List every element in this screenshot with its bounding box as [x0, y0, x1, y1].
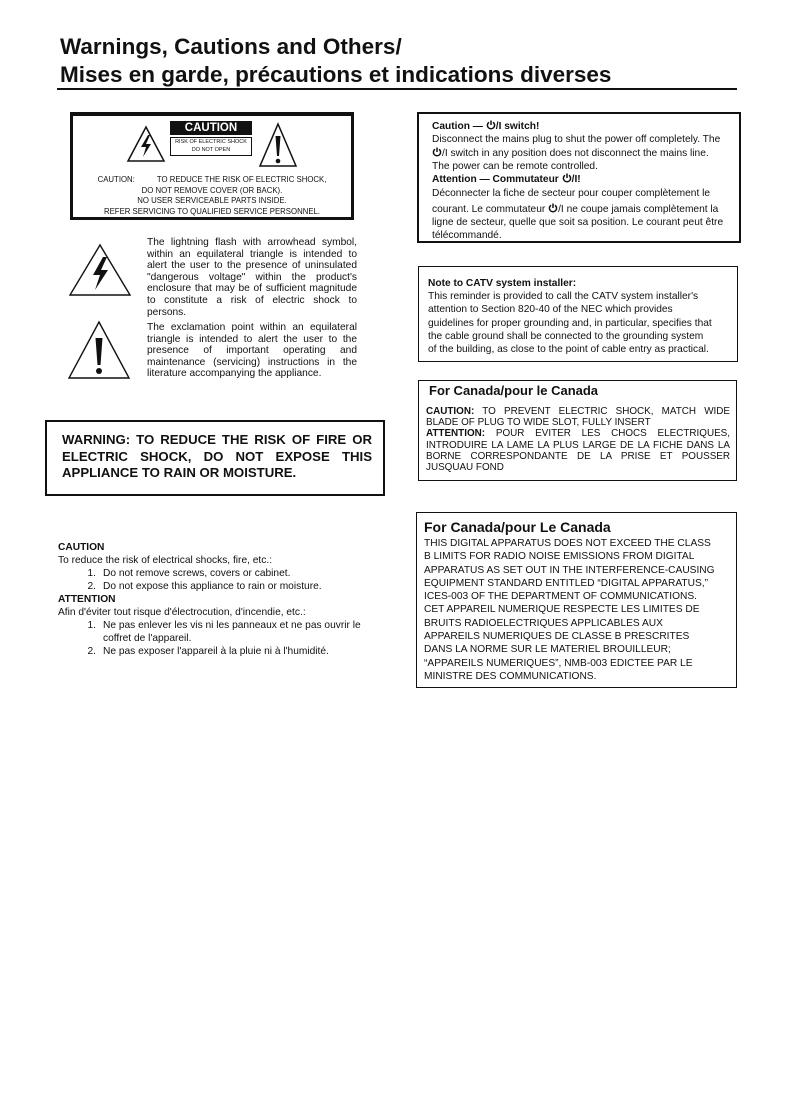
catv-line: attention to Section 820-40 of the NEC which provides — [428, 304, 673, 316]
canada-digital-line: BRUITS RADIOELECTRIQUES APPLICABLES AUX — [424, 617, 663, 629]
canada-digital-box — [416, 512, 737, 688]
canada-plug-heading: For Canada/pour le Canada — [429, 383, 599, 398]
power-standby-icon — [432, 147, 442, 157]
caution-attention-section — [58, 541, 380, 658]
canada-plug-caution-label: CAUTION: — [426, 406, 475, 417]
lightning-triangle-icon — [68, 243, 132, 297]
list-item — [58, 645, 380, 658]
power-standby-icon — [486, 120, 496, 130]
list-number: 2. — [87, 646, 96, 657]
page-title — [60, 33, 611, 89]
canada-digital-heading: For Canada/pour Le Canada — [424, 519, 611, 535]
exclamation-warning-icon — [258, 122, 298, 168]
exclamation-triangle-icon — [67, 320, 131, 380]
canada-digital-line: THIS DIGITAL APPARATUS DOES NOT EXCEED THE CLASS — [424, 538, 711, 549]
switch-attention-heading-pre: Attention — Commutateur — [432, 174, 562, 186]
list-item — [58, 580, 380, 593]
canada-digital-text — [424, 537, 734, 683]
switch-caution-text3: The power can be remote controlled. — [432, 160, 598, 172]
attention-heading: ATTENTION — [58, 594, 116, 605]
canada-plug-attention-label: ATTENTION: — [426, 428, 486, 440]
list-text: Ne pas enlever les vis ni les panneaux et ne pas ouvrir le coffret de l'appareil. — [103, 620, 361, 644]
caution-label-line3: NO USER SERVICEABLE PARTS INSIDE. — [137, 196, 287, 205]
caution-items — [58, 567, 380, 593]
canada-digital-line: “APPAREILS NUMERIQUES”, NMB-003 EDICTEE PAR LE — [424, 657, 693, 669]
lightning-warning-icon — [126, 125, 166, 163]
canada-plug-attention-text: POUR EVITER LES CHOCS ELECTRIQUES, INTRODUIRE LA LAME LA PLUS LARGE DE LA FICHE DANS LA BORNE CORRESPONDANTE DE LA PRISE ET POUSSER JUSQUAU FOND — [426, 428, 730, 474]
switch-caution-text2: /I switch in any position does not disconnect the mains line. — [442, 147, 709, 159]
caution-label-line4: REFER SERVICING TO QUALIFIED SERVICE PERSONNEL. — [103, 206, 321, 216]
switch-caution-text2-row — [432, 147, 728, 160]
caution-label-prefix: CAUTION: — [97, 175, 135, 184]
caution-intro: To reduce the risk of electrical shocks, fire, etc.: — [58, 555, 273, 566]
catv-line: guidelines for proper grounding and, in particular, specifies that — [428, 317, 712, 329]
switch-attention-heading — [432, 173, 728, 186]
catv-line: of the building, as close to the point of cable entry as practical. — [428, 344, 709, 356]
caution-label-risk-line2: DO NOT OPEN — [191, 147, 231, 153]
lightning-symbol-description: The lightning flash with arrowhead symbol, within an equilateral triangle is intended to alert the user to the presence of uninsulated "dangerous voltage" within the product's enclosure that may be of sufficient magnitude to constitute a risk of electric shock to persons. — [147, 237, 357, 318]
switch-attention-text2-pre: courant. Le commutateur — [432, 203, 549, 215]
attention-items — [58, 619, 380, 658]
title-divider — [57, 88, 737, 90]
switch-caution-heading-post: /I switch! — [495, 121, 540, 132]
list-text: Do not remove screws, covers or cabinet. — [103, 568, 291, 579]
caution-label-risk-line1: RISK OF ELECTRIC SHOCK — [175, 139, 247, 145]
caution-heading: CAUTION — [58, 542, 105, 553]
page-title-line2: Mises en garde, précautions et indications diverses — [60, 62, 612, 87]
catv-note-box — [418, 266, 738, 362]
canada-digital-line: DANS LA NORME SUR LE MATERIEL BROUILLEUR; — [424, 644, 671, 656]
list-item — [58, 619, 380, 645]
caution-label-top — [73, 116, 351, 174]
list-number: 2. — [87, 581, 96, 592]
switch-caution-heading-pre: Caution — — [432, 121, 486, 132]
page-title-line1: Warnings, Cautions and Others/ — [60, 34, 402, 59]
catv-heading: Note to CATV system installer: — [428, 278, 577, 289]
switch-attention-text2-post: /I ne coupe jamais complètement la — [558, 203, 719, 215]
power-switch-caution-box — [417, 112, 741, 243]
canada-digital-line: APPAREILS NUMERIQUES DE CLASSE B PRESCRITES — [424, 631, 690, 643]
canada-digital-line: APPARATUS AS SET OUT IN THE INTERFERENCE-CAUSING — [424, 564, 715, 576]
switch-caution-text1: Disconnect the mains plug to shut the power off completely. The — [432, 134, 721, 146]
switch-attention-heading-post: /I! — [571, 174, 581, 186]
switch-attention-text3: ligne de secteur, quelle que soit sa position. Le courant peut être — [432, 217, 724, 229]
canada-digital-line: EQUIPMENT STANDARD ENTITLED “DIGITAL APPARATUS,” — [424, 577, 708, 589]
list-text: Ne pas exposer l'appareil à la pluie ni à l'humidité. — [103, 646, 329, 657]
caution-label-heading: CAUTION — [170, 121, 252, 135]
catv-line: This reminder is provided to call the CATV system installer's — [428, 291, 699, 303]
switch-attention-text2-row — [432, 203, 728, 216]
canada-plug-text — [426, 406, 730, 473]
canada-digital-line: ICES-003 OF THE DEPARTMENT OF COMMUNICATIONS. — [424, 591, 698, 603]
caution-label-text — [73, 173, 351, 217]
caution-label-line2: DO NOT REMOVE COVER (OR BACK). — [141, 185, 283, 195]
warning-text: WARNING: TO REDUCE THE RISK OF FIRE OR ELECTRIC SHOCK, DO NOT EXPOSE THIS APPLIANCE TO RAIN OR MOISTURE. — [62, 432, 372, 480]
list-number: 1. — [87, 620, 96, 631]
canada-digital-line: CET APPAREIL NUMERIQUE RESPECTE LES LIMITES DE — [424, 604, 700, 616]
switch-caution-heading — [432, 120, 728, 133]
power-standby-icon — [548, 203, 558, 213]
list-text: Do not expose this appliance to rain or moisture. — [103, 581, 322, 592]
power-standby-icon — [562, 173, 572, 183]
caution-label-risk — [170, 137, 252, 156]
caution-label-line1: TO REDUCE THE RISK OF ELECTRIC SHOCK, — [156, 175, 327, 184]
switch-attention-text4: télécommandé. — [432, 230, 502, 242]
list-number: 1. — [87, 568, 96, 579]
caution-label — [70, 112, 354, 220]
canada-plug-caution-text: TO PREVENT ELECTRIC SHOCK, MATCH WIDE BLADE OF PLUG TO WIDE SLOT, FULLY INSERT — [426, 406, 730, 429]
switch-attention-text1: Déconnecter la fiche de secteur pour couper complètement le — [432, 188, 711, 200]
catv-line: the cable ground shall be connected to the grounding system — [428, 330, 704, 342]
warning-box — [45, 420, 385, 496]
attention-intro: Afin d'éviter tout risque d'électrocution, d'incendie, etc.: — [58, 607, 306, 618]
list-item — [58, 567, 380, 580]
canada-digital-line: B LIMITS FOR RADIO NOISE EMISSIONS FROM DIGITAL — [424, 551, 695, 563]
exclamation-symbol-description: The exclamation point within an equilateral triangle is intended to alert the user to the presence of important operating and maintenance (servicing) instructions in the literature accompanying the appliance. — [147, 322, 357, 380]
canada-digital-line: MINISTRE DES COMMUNICATIONS. — [424, 670, 597, 682]
canada-plug-box — [418, 380, 737, 481]
